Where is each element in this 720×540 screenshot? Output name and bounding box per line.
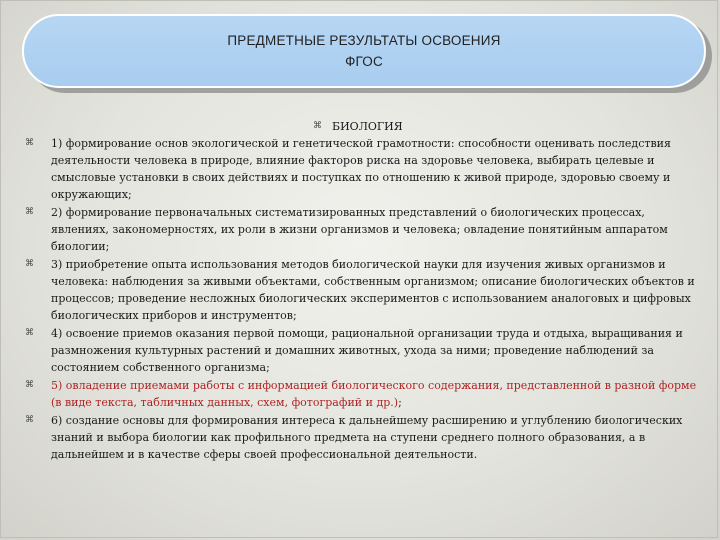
list-item-3 — [0, 256, 720, 324]
title-line-2: ФГОС — [345, 54, 383, 69]
list-item-1 — [0, 135, 720, 203]
bullet-icon: ⌘ — [25, 138, 34, 148]
bullet-icon: ⌘ — [313, 121, 322, 131]
list-item-5 — [0, 377, 720, 411]
list-item-text: 3) приобретение опыта использования методов биологической науки для изучения живых организмов и человека: наблюдения за живыми объектами, собственным организмом; описание биологических объектов и процессов; проведение несложных биологических экспериментов с использованием аналоговых и цифровых биологических приборов и инструментов; — [51, 258, 695, 322]
highlighted-item-text: 5) овладение приемами работы с информацией биологического содержания, представленной в разной форме (в виде текста, табличных данных, схем, фотографий и др.) — [51, 379, 697, 409]
list-item-6 — [0, 412, 720, 463]
list-item-text: 4) освоение приемов оказания первой помощи, рациональной организации труда и отдыха, выращивания и размножения культурных растений и домашних животных, ухода за ними; проведение наблюдений за состоянием собственного организма; — [51, 327, 683, 374]
subject-heading: БИОЛОГИЯ — [332, 120, 403, 133]
bullet-icon: ⌘ — [25, 415, 34, 425]
slide-content — [0, 118, 720, 464]
list-item-suffix: ; — [398, 396, 402, 409]
bullet-icon: ⌘ — [25, 207, 34, 217]
bullet-icon: ⌘ — [25, 259, 34, 269]
list-item-4 — [0, 325, 720, 376]
list-item-text: 1) формирование основ экологической и генетической грамотности: способности оценивать последствия деятельности человека в природе, влияние факторов риска на здоровье человека, выбирать целевые и смысловые установки в своих действиях и поступках по отношению к живой природе, здоровью своему и окружающих; — [51, 137, 671, 201]
list-item-text: 6) создание основы для формирования интереса к дальнейшему расширению и углублению биологических знаний и выбора биологии как профильного предмета на ступени среднего полного образования, а в дальнейшем и в качестве сферы своей профессиональной деятельности. — [51, 414, 683, 461]
bullet-icon: ⌘ — [25, 328, 34, 338]
title-line-1: ПРЕДМЕТНЫЕ РЕЗУЛЬТАТЫ ОСВОЕНИЯ — [227, 33, 501, 48]
subject-heading-row — [0, 118, 720, 135]
list-item-text: 2) формирование первоначальных систематизированных представлений о биологических процессах, явлениях, закономерностях, их роли в жизни организмов и человека; овладение понятийным аппаратом биологии; — [51, 206, 668, 253]
bullet-icon: ⌘ — [25, 380, 34, 390]
list-item-2 — [0, 204, 720, 255]
title-banner — [22, 14, 706, 88]
